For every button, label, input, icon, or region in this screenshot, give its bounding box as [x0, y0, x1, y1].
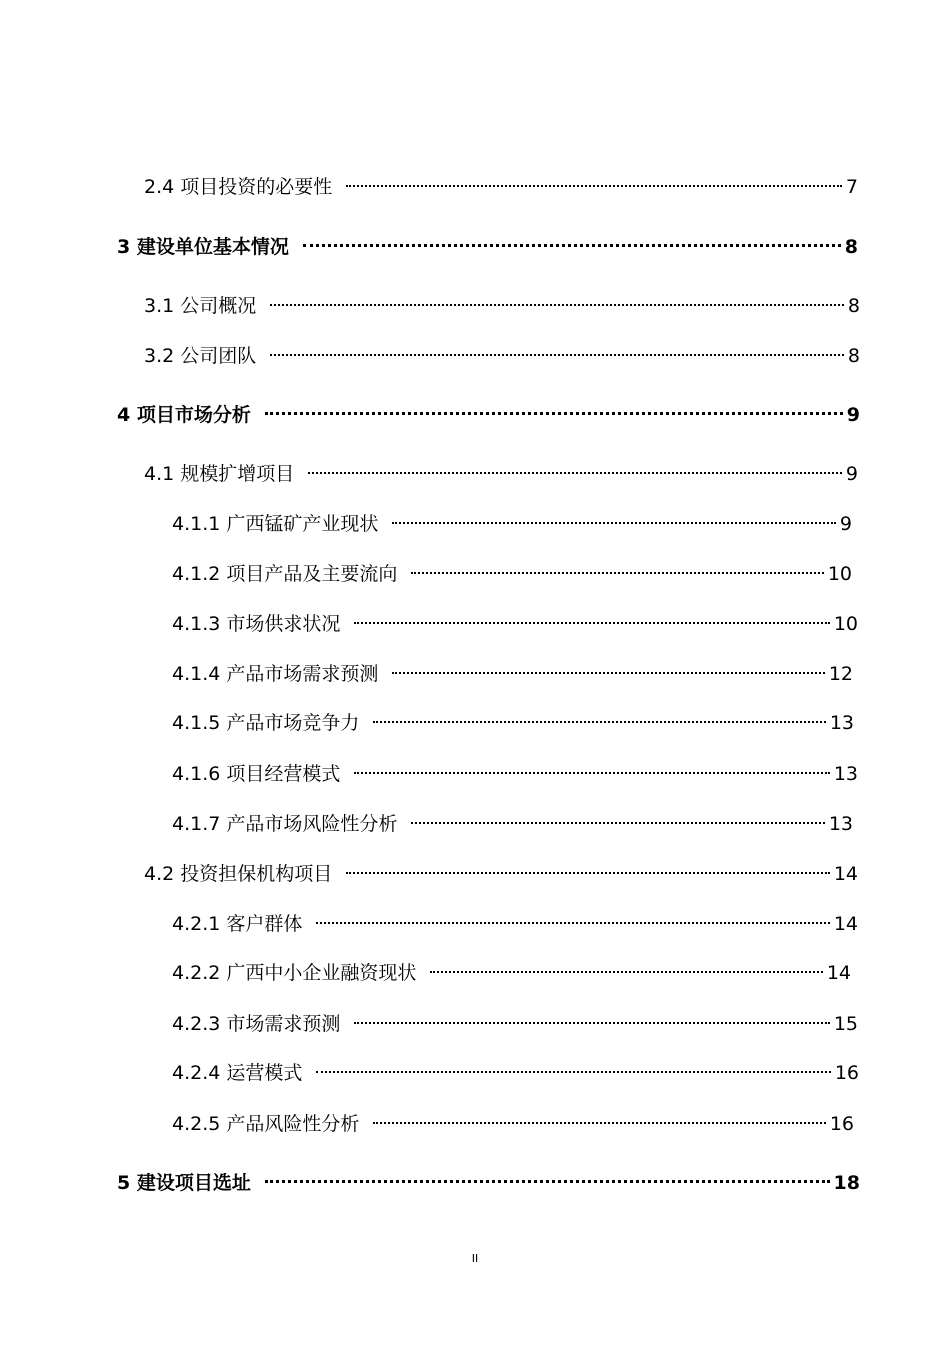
toc-entry-page: 16: [829, 1113, 854, 1135]
toc-leader-dots: [411, 804, 824, 830]
toc-leader-dots: [430, 953, 822, 979]
toc-entry-page: 9: [839, 513, 852, 535]
toc-entry[interactable]: [172, 904, 858, 935]
toc-leader-dots: [265, 395, 843, 421]
toc-leader-dots: [316, 1053, 830, 1079]
toc-leader-dots: [316, 904, 829, 930]
toc-entry[interactable]: [172, 1053, 859, 1084]
toc-entry-page: 9: [845, 463, 858, 485]
toc-entry-page: 9: [846, 404, 860, 426]
toc-entry-page: 8: [847, 345, 860, 367]
toc-entry-page: 10: [827, 563, 852, 585]
toc-entry-title: 4.1.7 产品市场风险性分析: [172, 813, 398, 835]
toc-entry[interactable]: [172, 953, 851, 984]
toc-leader-dots: [392, 504, 836, 530]
toc-entry[interactable]: [144, 286, 860, 317]
toc-entry-title: 4.2.1 客户群体: [172, 913, 303, 935]
page-number-footer: II: [471, 1252, 479, 1265]
toc-entry-title: 4.1 规模扩增项目: [144, 463, 295, 485]
toc-leader-dots: [354, 604, 829, 630]
toc-entry-title: 3.2 公司团队: [144, 345, 257, 367]
toc-leader-dots: [303, 227, 841, 253]
toc-leader-dots: [270, 286, 844, 312]
toc-entry-title: 5 建设项目选址: [117, 1172, 251, 1194]
toc-entry-page: 13: [829, 712, 854, 734]
toc-leader-dots: [265, 1163, 830, 1189]
toc-entry-title: 4.1.4 产品市场需求预测: [172, 663, 379, 685]
toc-leader-dots: [346, 167, 842, 193]
toc-entry[interactable]: [172, 754, 858, 785]
toc-leader-dots: [354, 754, 829, 780]
toc-entry-title: 4 项目市场分析: [117, 404, 251, 426]
toc-leader-dots: [354, 1004, 829, 1030]
toc-entry[interactable]: [172, 554, 852, 585]
toc-entry-page: 10: [833, 613, 858, 635]
toc-entry-title: 3.1 公司概况: [144, 295, 257, 317]
toc-leader-dots: [411, 554, 823, 580]
toc-entry[interactable]: [117, 1163, 860, 1194]
toc-entry-page: 13: [828, 813, 853, 835]
toc-entry-page: 8: [847, 295, 860, 317]
toc-entry[interactable]: [144, 336, 860, 367]
toc-entry-title: 4.2.5 产品风险性分析: [172, 1113, 360, 1135]
toc-entry-title: 4.1.5 产品市场竞争力: [172, 712, 360, 734]
toc-entry-page: 14: [833, 863, 858, 885]
toc-entry-title: 2.4 项目投资的必要性: [144, 176, 333, 198]
toc-leader-dots: [392, 654, 824, 680]
toc-entry[interactable]: [172, 1004, 858, 1035]
toc-leader-dots: [308, 454, 842, 480]
toc-entry-page: 8: [844, 236, 858, 258]
toc-leader-dots: [346, 854, 830, 880]
toc-entry[interactable]: [117, 227, 858, 258]
toc-entry-page: 13: [833, 763, 858, 785]
toc-entry[interactable]: [172, 504, 852, 535]
toc-entry[interactable]: [172, 604, 858, 635]
toc-entry-title: 4.1.6 项目经营模式: [172, 763, 341, 785]
toc-entry[interactable]: [172, 654, 853, 685]
toc-entry[interactable]: [117, 395, 860, 426]
toc-entry-page: 14: [826, 962, 851, 984]
toc-entry-page: 18: [833, 1172, 860, 1194]
toc-entry-title: 4.1.3 市场供求状况: [172, 613, 341, 635]
toc-entry-title: 4.1.2 项目产品及主要流向: [172, 563, 398, 585]
toc-entry[interactable]: [172, 703, 854, 734]
toc-entry-page: 12: [828, 663, 853, 685]
toc-entry-title: 4.1.1 广西锰矿产业现状: [172, 513, 379, 535]
toc-entry-title: 4.2.4 运营模式: [172, 1062, 303, 1084]
toc-entry-title: 4.2 投资担保机构项目: [144, 863, 333, 885]
toc-entry-page: 15: [833, 1013, 858, 1035]
toc-entry-page: 7: [845, 176, 858, 198]
toc-entry[interactable]: [144, 454, 858, 485]
toc-entry-page: 14: [833, 913, 858, 935]
toc-entry-page: 16: [834, 1062, 859, 1084]
toc-entry[interactable]: [144, 854, 858, 885]
toc-entry[interactable]: [144, 167, 858, 198]
toc-entry-title: 3 建设单位基本情况: [117, 236, 289, 258]
toc-leader-dots: [270, 336, 844, 362]
toc-leader-dots: [373, 703, 825, 729]
toc-entry-title: 4.2.3 市场需求预测: [172, 1013, 341, 1035]
toc-entry[interactable]: [172, 1104, 854, 1135]
toc-entry-title: 4.2.2 广西中小企业融资现状: [172, 962, 417, 984]
toc-entry[interactable]: [172, 804, 853, 835]
toc-leader-dots: [373, 1104, 825, 1130]
